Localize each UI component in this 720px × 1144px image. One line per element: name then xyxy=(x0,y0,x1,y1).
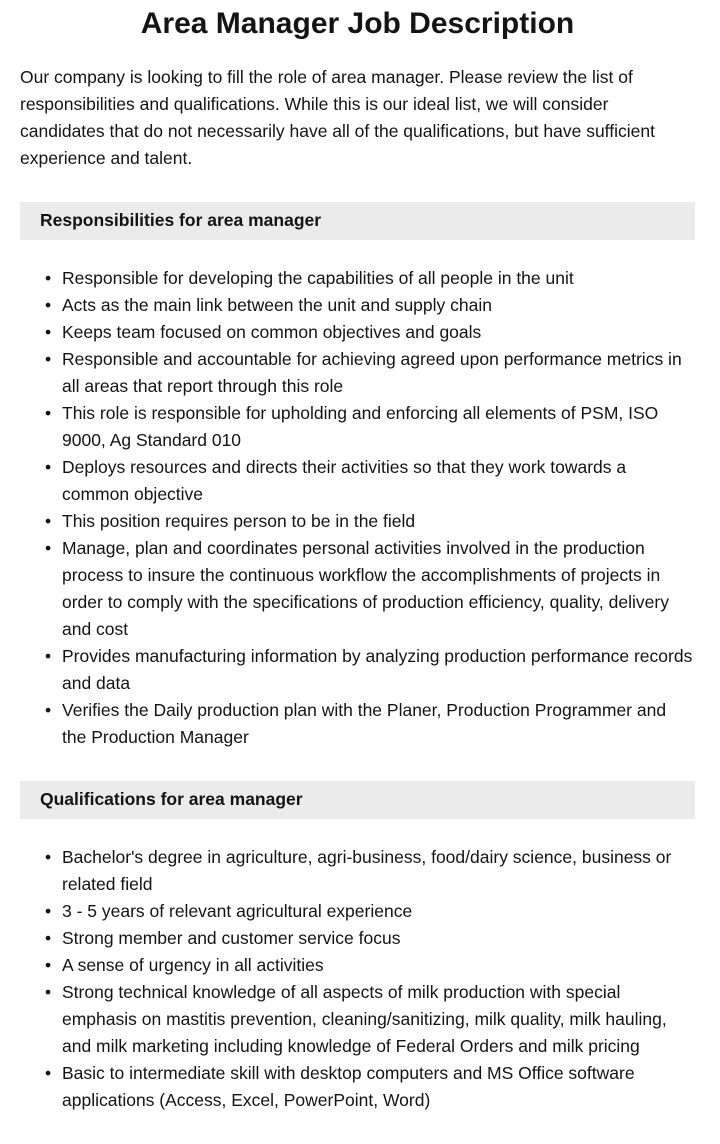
list-item: • Responsible for developing the capabilities of all people in the unit xyxy=(62,265,695,292)
section-qualifications xyxy=(20,781,695,1114)
list-item: • Keeps team focused on common objectives and goals xyxy=(62,319,695,346)
list-item: • Strong technical knowledge of all aspects of milk production with special emphasis on mastitis prevention, cleaning/sanitizing, milk quality, milk hauling, and milk marketing including knowledge of Federal Orders and milk pricing xyxy=(62,979,695,1060)
list-item: • Acts as the main link between the unit and supply chain xyxy=(62,292,695,319)
list-item: • Bachelor's degree in agriculture, agri-business, food/dairy science, business or related field xyxy=(62,844,695,898)
list-item: • This position requires person to be in the field xyxy=(62,508,695,535)
list-item: • This role is responsible for upholding and enforcing all elements of PSM, ISO 9000, Ag Standard 010 xyxy=(62,400,695,454)
responsibilities-list xyxy=(20,265,695,751)
page-title: Area Manager Job Description xyxy=(140,7,575,40)
list-item: • A sense of urgency in all activities xyxy=(62,952,695,979)
list-item: • 3 - 5 years of relevant agricultural experience xyxy=(62,898,695,925)
list-item: • Responsible and accountable for achieving agreed upon performance metrics in all areas that report through this role xyxy=(62,346,695,400)
list-item: • Manage, plan and coordinates personal activities involved in the production process to insure the continuous workflow the accomplishments of projects in order to comply with the specifications of production efficiency, quality, delivery and cost xyxy=(62,535,695,643)
list-item: • Verifies the Daily production plan with the Planer, Production Programmer and the Production Manager xyxy=(62,697,695,751)
list-item: • Strong member and customer service focus xyxy=(62,925,695,952)
section-heading-qualifications: Qualifications for area manager xyxy=(20,781,695,819)
list-item: • Basic to intermediate skill with desktop computers and MS Office software applications (Access, Excel, PowerPoint, Word) xyxy=(62,1060,695,1114)
intro-paragraph: Our company is looking to fill the role of area manager. Please review the list of responsibilities and qualifications. While this is our ideal list, we will consider candidates that do not necessarily have all of the qualifications, but have sufficient experience and talent. xyxy=(20,67,655,168)
list-item: • Deploys resources and directs their activities so that they work towards a common objective xyxy=(62,454,695,508)
section-responsibilities xyxy=(20,202,695,751)
list-item: • Provides manufacturing information by analyzing production performance records and data xyxy=(62,643,695,697)
section-heading-responsibilities: Responsibilities for area manager xyxy=(20,202,695,240)
qualifications-list xyxy=(20,844,695,1114)
